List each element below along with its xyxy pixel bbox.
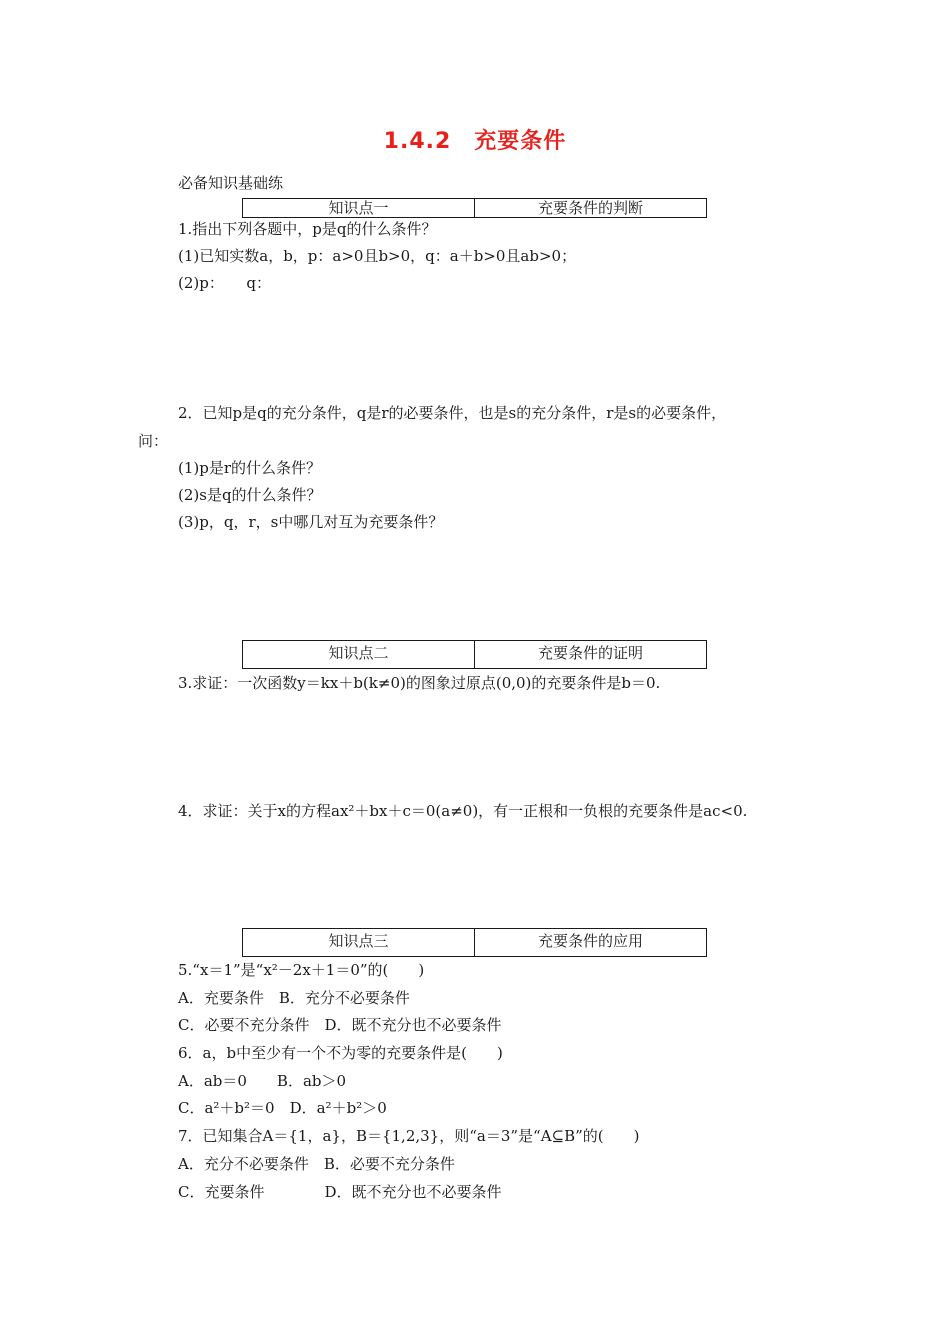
question-6-options-2: C．a²＋b²＝0 D．a²＋b²＞0 — [178, 1099, 387, 1117]
question-7-stem: 7．已知集合A＝{1，a}，B＝{1,2,3}，则“a＝3”是“A⊆B”的( ) — [178, 1127, 640, 1145]
question-5-options-1: A．充要条件 B．充分不必要条件 — [178, 989, 410, 1007]
question-2-part-2: (2)s是q的什么条件？ — [178, 486, 322, 504]
question-4: 4．求证：关于x的方程ax²＋bx＋c＝0(a≠0)，有一正根和一负根的充要条件是ac<0. — [178, 802, 748, 820]
question-1-part-2: (2)p： q： — [178, 274, 271, 292]
question-5-options-2: C．必要不充分条件 D．既不充分也不必要条件 — [178, 1016, 502, 1034]
question-2-stem-line-2: 问： — [138, 432, 169, 450]
knowledge-point-label: 知识点三 — [328, 932, 389, 950]
question-6-stem: 6．a，b中至少有一个不为零的充要条件是( ) — [178, 1044, 503, 1062]
knowledge-point-table-1 — [242, 198, 707, 218]
question-2-part-3: (3)p，q，r，s中哪几对互为充要条件？ — [178, 513, 444, 531]
question-6-options-1: A．ab＝0 B．ab＞0 — [178, 1072, 347, 1090]
question-7-options-1: A．充分不必要条件 B．必要不充分条件 — [178, 1155, 455, 1173]
knowledge-point-topic: 充要条件的应用 — [474, 929, 706, 956]
question-1-part-1: (1)已知实数a，b，p：a>0且b>0，q：a＋b>0且ab>0； — [178, 247, 577, 265]
question-7-options-2: C．充要条件 D．既不充分也不必要条件 — [178, 1183, 502, 1201]
knowledge-point-topic: 充要条件的判断 — [474, 199, 706, 217]
question-2-stem-line-1: 2．已知p是q的充分条件，q是r的必要条件，也是s的充分条件，r是s的必要条件， — [178, 404, 727, 422]
question-5-stem: 5.“x＝1”是“x²－2x＋1＝0”的( ) — [178, 961, 425, 979]
page-title: 1.4.2 充要条件 — [383, 129, 567, 154]
question-3: 3.求证：一次函数y＝kx＋b(k≠0)的图象过原点(0,0)的充要条件是b＝0. — [178, 674, 661, 692]
question-2-part-1: (1)p是r的什么条件？ — [178, 459, 322, 477]
knowledge-point-topic: 充要条件的证明 — [474, 641, 706, 668]
knowledge-point-label: 知识点一 — [328, 199, 389, 217]
knowledge-point-table-2 — [242, 640, 707, 669]
section-heading: 必备知识基础练 — [178, 174, 284, 192]
knowledge-point-label: 知识点二 — [328, 644, 389, 662]
question-1-stem: 1.指出下列各题中，p是q的什么条件？ — [178, 220, 437, 238]
knowledge-point-table-3 — [242, 928, 707, 957]
